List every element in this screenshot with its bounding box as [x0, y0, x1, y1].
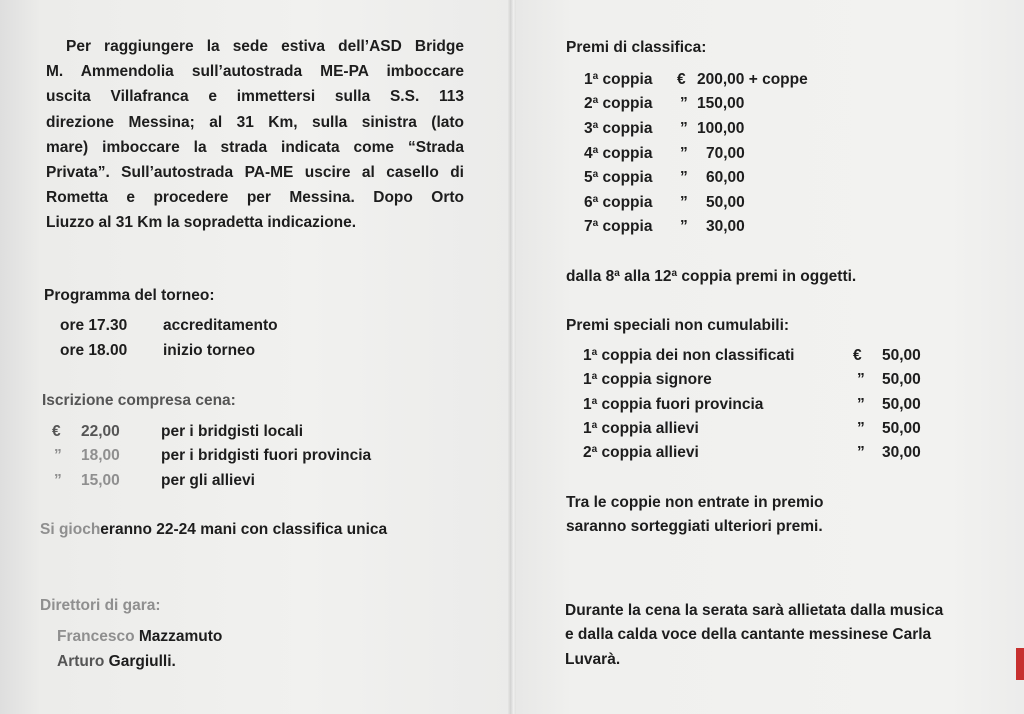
rank: 2$^a$ coppia [584, 95, 653, 112]
ditto-symbol: ” [680, 169, 688, 186]
iscrizione-title: Iscrizione compresa cena: [42, 392, 236, 409]
programma-time: ore 17.30 [60, 317, 128, 334]
cena-line: Durante la cena la serata sarà allietata dalla musica [565, 602, 944, 619]
programma-time: ore 18.00 [60, 342, 128, 359]
rank: 3$^a$ coppia [584, 120, 653, 137]
mani-note-text: eranno 22-24 mani con classifica unica [100, 521, 388, 538]
premi-speciali-title: Premi speciali non cumulabili: [566, 317, 790, 334]
ditto-symbol: ” [857, 371, 865, 388]
direttore-first: Francesco [57, 628, 135, 645]
directions-line: mare) imboccare la strada indicata come “Strada [46, 138, 464, 156]
directions-line: Privata”. Sull’autostrada PA-ME uscire al casello di [46, 164, 464, 182]
programma-desc: accreditamento [163, 317, 278, 334]
directions-line: Rometta e procedere per Messina. Dopo Orto [46, 189, 464, 207]
cena-line: Luvarà. [565, 651, 621, 668]
prize-amount: 50,00 [882, 420, 921, 437]
direttori-title: Direttori di gara: [40, 597, 161, 614]
ditto-symbol: ” [857, 396, 865, 413]
ditto-symbol: ” [54, 472, 62, 489]
rank: 5$^a$ coppia [584, 169, 653, 186]
directions-paragraph [46, 34, 464, 236]
prize-amount: 50,00 [882, 347, 921, 364]
ditto-symbol: ” [680, 95, 688, 112]
page-fold [508, 0, 516, 714]
ditto-symbol: ” [680, 218, 688, 235]
prize-amount: 100,00 [697, 120, 745, 137]
rank: 1$^a$ coppia [584, 71, 653, 88]
prize-amount: 50,00 [706, 194, 745, 211]
directions-line: M. Ammendolia sull’autostrada ME-PA imboccare [46, 63, 464, 81]
directions-line: uscita Villafranca e immettersi sulla S.S. 113 [46, 88, 464, 106]
prize-amount: 30,00 [706, 218, 745, 235]
prize-amount: 70,00 [706, 145, 745, 162]
fee-desc: per gli allievi [161, 472, 255, 489]
prize-label: 1$^a$ coppia allievi [583, 420, 699, 437]
prize-label: 1$^a$ coppia dei non classificati [583, 347, 795, 364]
prize-amount: 60,00 [706, 169, 745, 186]
directions-line: direzione Messina; al 31 Km, sulla sinistra (lato [46, 113, 464, 131]
rank: 6$^a$ coppia [584, 194, 653, 211]
prize-amount: 50,00 [882, 371, 921, 388]
ditto-symbol: ” [680, 145, 688, 162]
cena-line: e dalla calda voce della cantante messinese Carla [565, 626, 932, 643]
red-edge-mark [1016, 648, 1024, 680]
ditto-symbol: ” [680, 194, 688, 211]
direttore-last: Gargiulli. [108, 653, 176, 670]
direttore-name [57, 650, 176, 675]
premi-classifica-title: Premi di classifica: [566, 39, 707, 56]
prize-label: 1$^a$ coppia fuori provincia [583, 396, 764, 413]
sorteggio-line: saranno sorteggiati ulteriori premi. [566, 518, 823, 535]
prize-amount: 200,00 + coppe [697, 71, 808, 88]
prize-amount: 50,00 [882, 396, 921, 413]
currency-symbol: € [52, 423, 61, 440]
programma-desc: inizio torneo [163, 342, 256, 359]
direttore-last: Mazzamuto [138, 628, 223, 645]
ditto-symbol: ” [857, 444, 865, 461]
direttore-name [57, 625, 222, 650]
sorteggio-line: Tra le coppie non entrate in premio [566, 494, 824, 511]
fee-amount: 18,00 [81, 447, 120, 464]
directions-line: Per raggiungere la sede estiva dell’ASD Bridge [66, 38, 464, 55]
prize-label: 2$^a$ coppia allievi [583, 444, 699, 461]
programma-title: Programma del torneo: [44, 287, 215, 304]
fee-desc: per i bridgisti fuori provincia [161, 447, 372, 464]
prize-label: 1$^a$ coppia signore [583, 371, 712, 388]
prize-amount: 150,00 [697, 95, 745, 112]
fee-amount: 15,00 [81, 472, 120, 489]
prize-amount: 30,00 [882, 444, 921, 461]
mani-note-faded: Si gioch [40, 521, 101, 538]
premi-oggetti-note: dalla 8$^a$ alla 12$^a$ coppia premi in oggetti. [566, 268, 857, 285]
mani-note [40, 518, 387, 543]
fee-desc: per i bridgisti locali [161, 423, 304, 440]
fee-amount: 22,00 [81, 423, 120, 440]
rank: 7$^a$ coppia [584, 218, 653, 235]
direttore-first: Arturo [57, 653, 105, 670]
ditto-symbol: ” [54, 447, 62, 464]
ditto-symbol: ” [857, 420, 865, 437]
ditto-symbol: ” [680, 120, 688, 137]
rank: 4$^a$ coppia [584, 145, 653, 162]
directions-line: Liuzzo al 31 Km la sopradetta indicazione. [46, 214, 357, 232]
currency-symbol: € [677, 71, 686, 88]
currency-symbol: € [853, 347, 862, 364]
